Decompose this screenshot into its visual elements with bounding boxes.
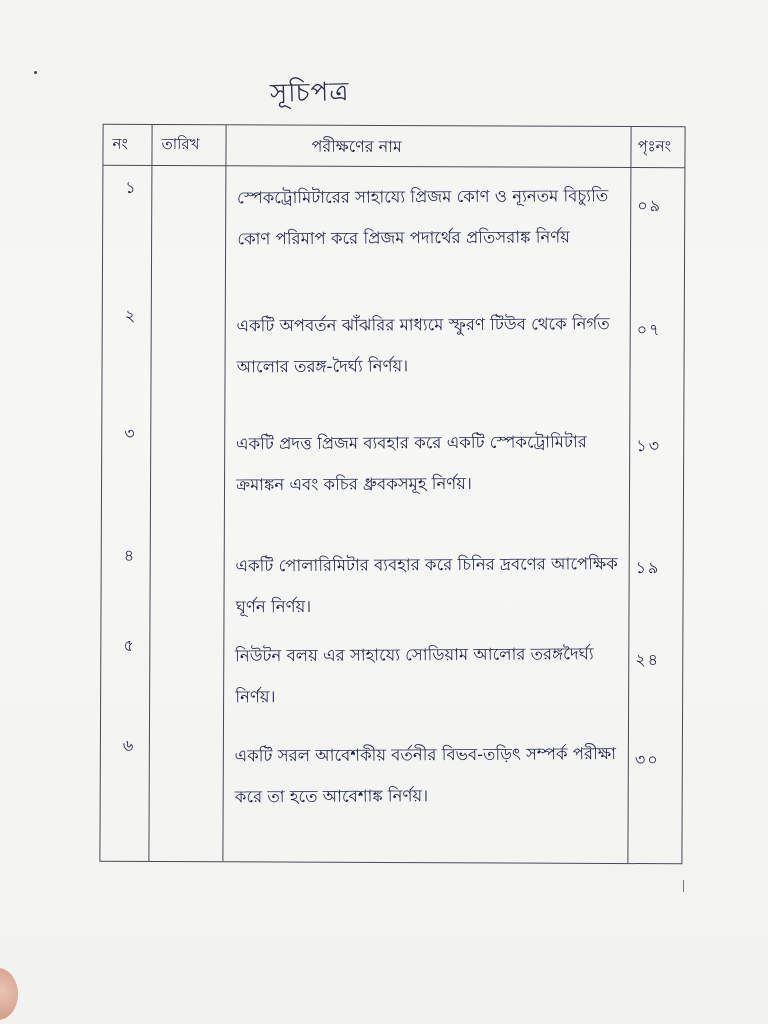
header-divider [103, 165, 684, 169]
ink-dot [34, 71, 37, 74]
table-row [103, 175, 684, 249]
experiment-name: নিউটন বলয় এর সাহায্যে সোডিয়াম আলোর তরঙ্গদৈর্ঘ্য নির্ণয়। [235, 644, 594, 707]
table-row [101, 733, 682, 807]
header-experiment-name: পরীক্ষণের নাম [311, 136, 402, 157]
table-row [101, 633, 682, 707]
page-number: ১৩ [636, 436, 662, 456]
experiment-name: একটি অপবর্তন ঝাঁঝরির মাধ্যমে স্ফুরণ টিউব থেকে নির্গত আলোর তরঙ্গ-দৈর্ঘ্য নির্ণয়। [236, 314, 610, 377]
experiment-name: একটি প্রদত্ত প্রিজম ব্যবহার করে একটি স্পেকট্রোমিটার ক্রমাঙ্কন এবং কচির ধ্রুবকসমূহ নির্ণয়। [235, 432, 587, 495]
pencil-mark [683, 880, 684, 892]
column-divider [222, 125, 226, 861]
page-number: ০৭ [636, 320, 662, 340]
header-no: নং [112, 134, 128, 153]
row-number: ১ [125, 177, 136, 197]
row-number: ২ [124, 305, 136, 325]
page-number: ৩০ [634, 750, 660, 770]
row-number: ৪ [123, 545, 135, 565]
page-number: ২৪ [635, 650, 661, 670]
experiment-name: একটি সরল আবেশকীয় বর্তনীর বিভব-তড়িৎ সম্পর্ক পরীক্ষা করে তা হতে আবেশাঙ্ক নির্ণয়। [234, 744, 617, 807]
page-title: সূচিপত্র [269, 76, 350, 110]
index-table [99, 124, 685, 865]
column-divider [148, 125, 152, 861]
row-number: ৩ [124, 423, 135, 443]
table-row [102, 421, 683, 495]
table-row [102, 543, 683, 617]
experiment-name: স্পেকট্রোমিটারের সাহায্যে প্রিজম কোণ ও ন্যূনতম বিচ্যুতি কোণ পরিমাপ করে প্রিজম পদার্থের প্রতিসরাঙ্ক নির্ণয় [237, 186, 609, 249]
page-number: ০৯ [637, 196, 663, 216]
table-row [103, 303, 684, 377]
row-number: ৫ [123, 635, 134, 655]
experiment-name: একটি পোলারিমিটার ব্যবহার করে চিনির দ্রবণের আপেক্ষিক ঘূর্ণন নির্ণয়। [235, 554, 618, 617]
row-number: ৬ [122, 735, 134, 755]
header-page-no: পৃঃনং [637, 137, 672, 156]
header-date: তারিখ [161, 134, 200, 154]
page-number: ১৯ [635, 558, 661, 578]
fingertip-photo-edge [0, 968, 18, 1020]
